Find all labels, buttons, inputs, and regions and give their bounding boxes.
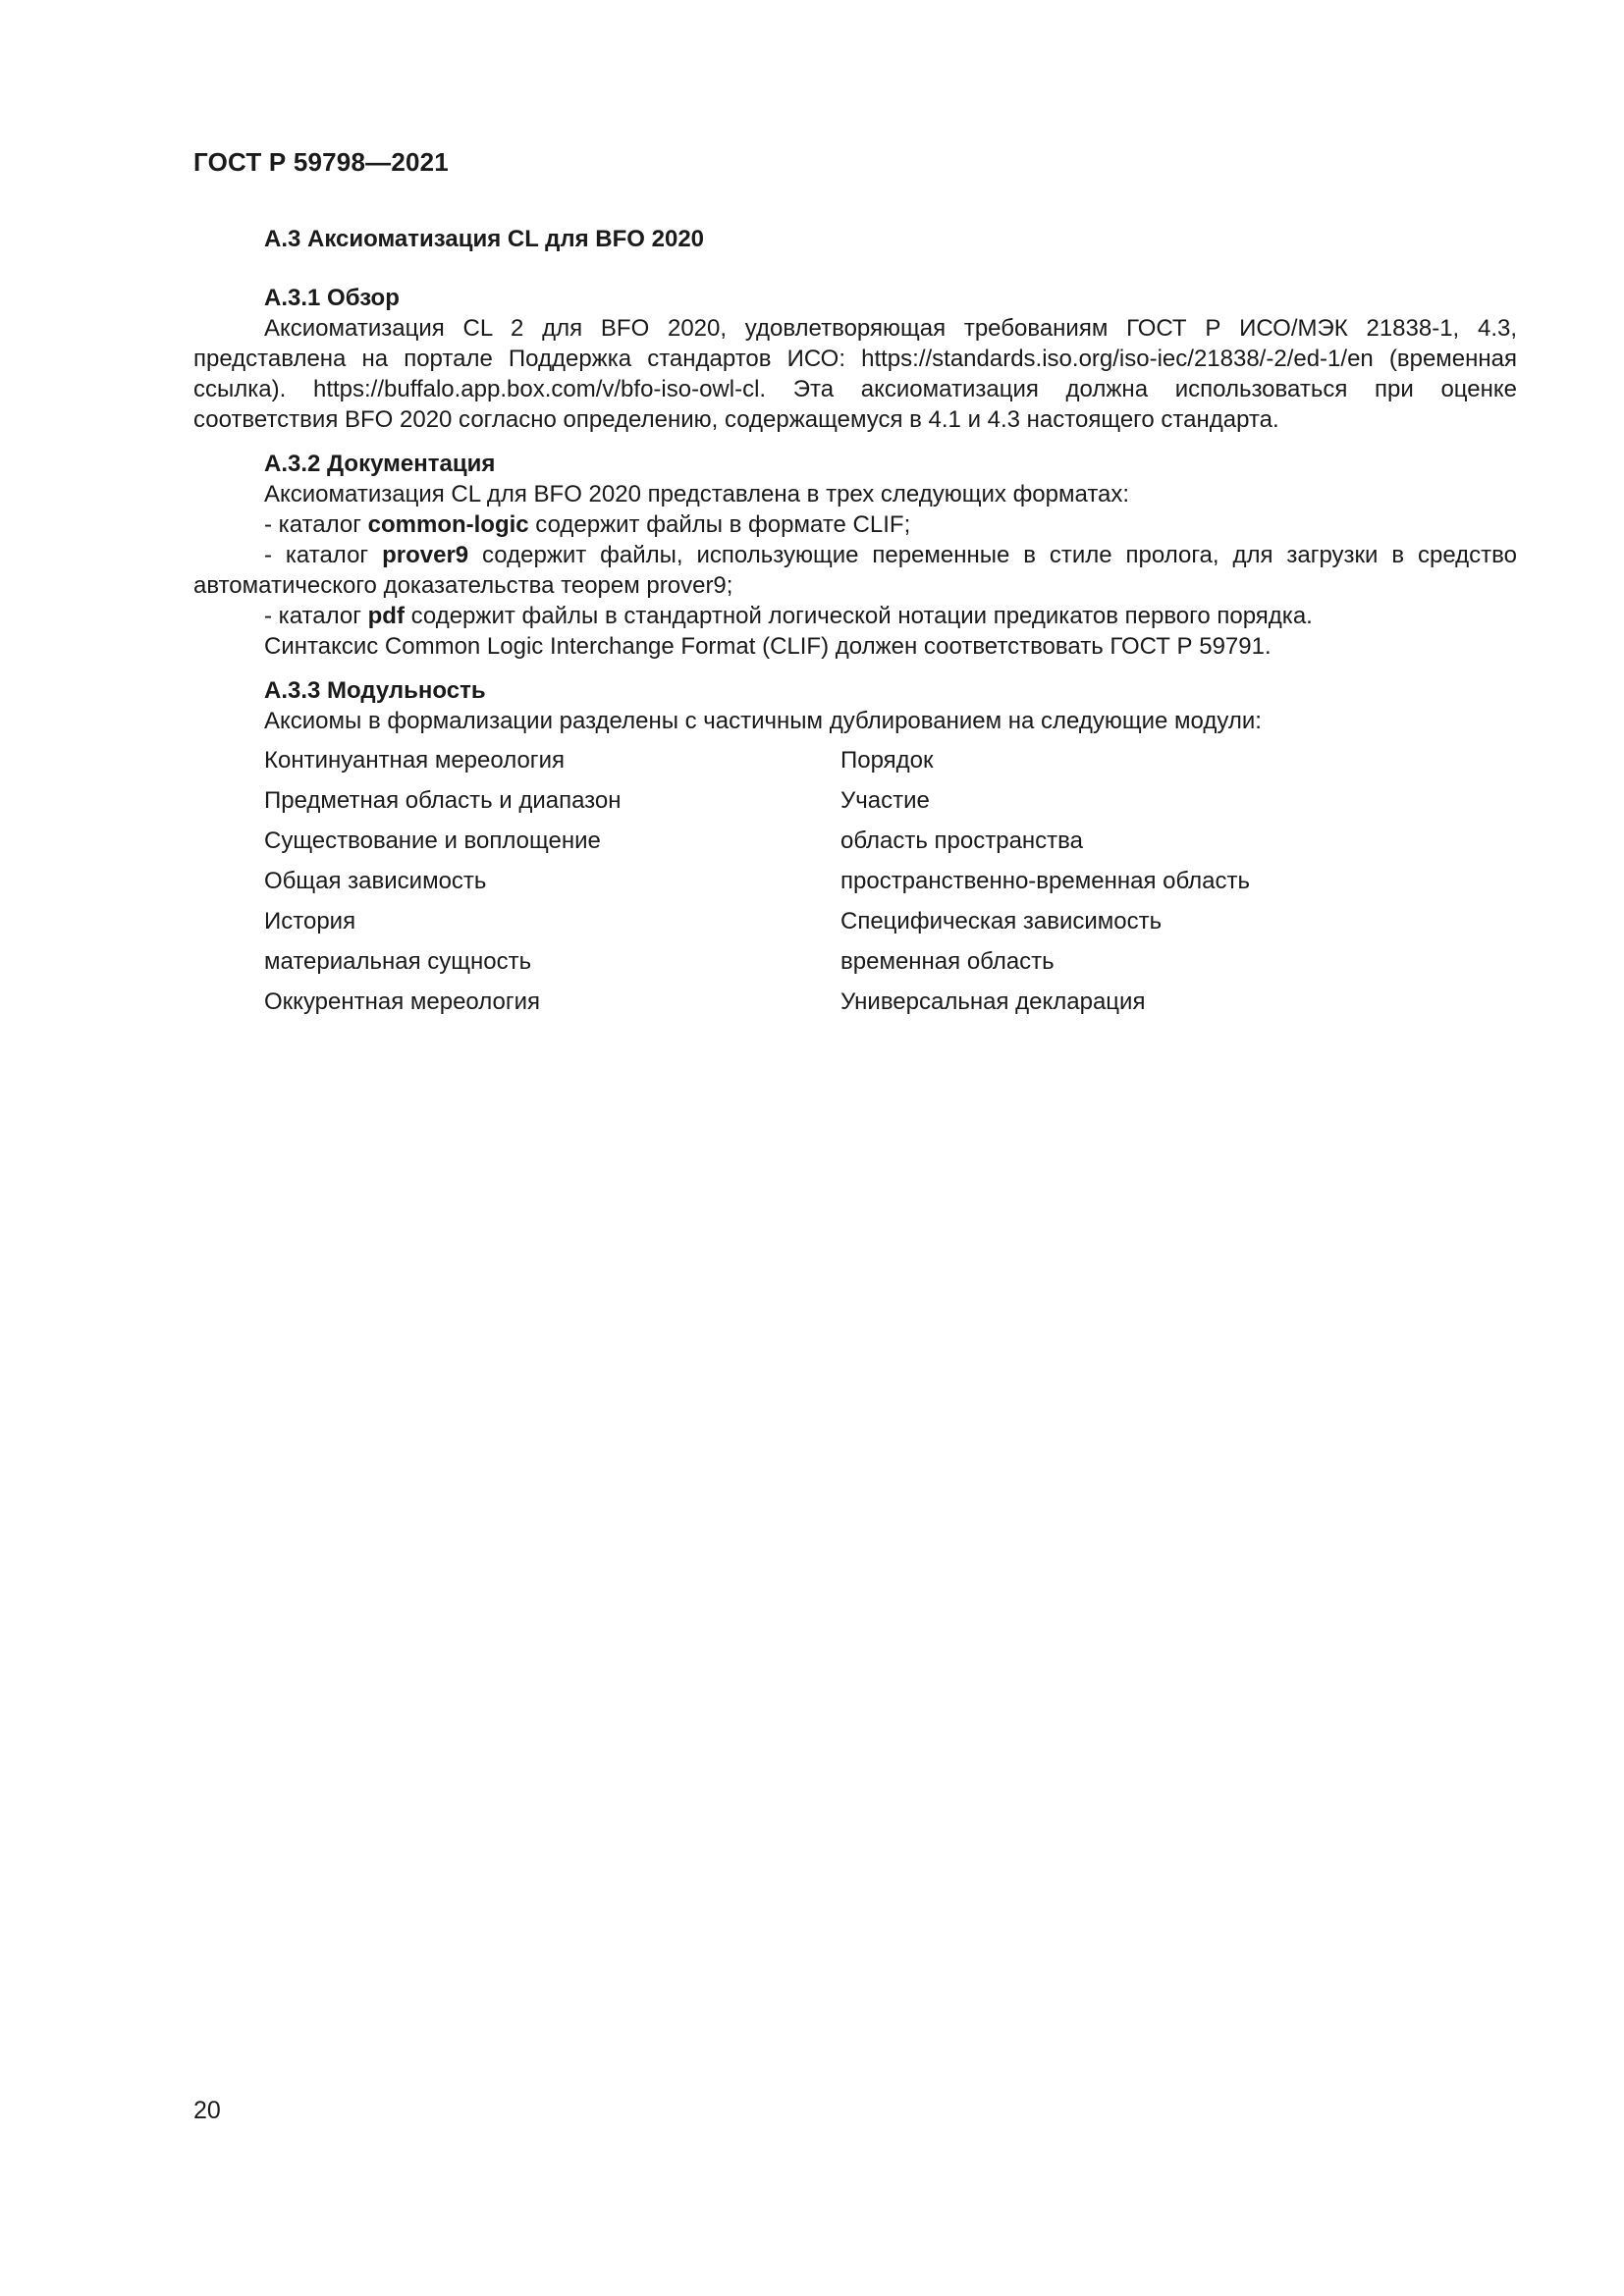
- format-item-suffix: содержит файлы, использующие переменные в стиле пролога, для загрузки в средство автоматического доказательства теорем prover9;: [193, 542, 1518, 599]
- module-item: Специфическая зависимость: [840, 908, 1163, 934]
- format-item-pdf: [193, 601, 1517, 631]
- format-item-prefix: - каталог: [264, 511, 368, 538]
- format-item-suffix: содержит файлы в формате CLIF;: [528, 511, 911, 538]
- module-item: Общая зависимость: [264, 868, 487, 894]
- section-a33-intro: Аксиомы в формализации разделены с частичным дублированием на следующие модули:: [264, 708, 1262, 734]
- page-number: 20: [193, 2097, 221, 2124]
- section-a3-title: А.3 Аксиоматизация CL для BFO 2020: [264, 226, 705, 252]
- format-item-prover9: [193, 540, 1517, 601]
- section-a31-text: Аксиоматизация CL 2 для BFO 2020, удовлетворяющая требованиям ГОСТ Р ИСО/МЭК 21838-1, 4.3, представлена на портале Поддержка стандартов ИСО: https://standards.iso.org/iso-iec/21838/-2/ed-1/en (временная ссылка). https://buffalo.app.box.com/v/bfo-iso-owl-cl. Эта аксиоматизация должна использоваться при оценке соответствия BFO 2020 согласно определению, содержащемуся в 4.1 и 4.3 настоящего стандарта.: [193, 315, 1517, 433]
- format-name-pdf: pdf: [367, 603, 405, 629]
- modules-list: [264, 745, 1517, 1017]
- module-item: Универсальная декларация: [840, 988, 1146, 1015]
- format-name-prover9: prover9: [382, 542, 469, 568]
- format-item-suffix: содержит файлы в стандартной логической нотации предикатов первого порядка.: [404, 603, 1313, 629]
- section-a32-intro: Аксиоматизация CL для BFO 2020 представлена в трех следующих форматах:: [264, 481, 1130, 507]
- module-item: Участие: [840, 787, 930, 814]
- format-item-prefix: - каталог: [264, 542, 383, 568]
- module-item: Предметная область и диапазон: [264, 787, 622, 814]
- module-item: материальная сущность: [264, 948, 532, 975]
- page-content: [193, 224, 1517, 1017]
- module-item: пространственно-временная область: [840, 868, 1250, 894]
- section-a32-title: А.3.2 Документация: [264, 451, 496, 477]
- module-item: Континуантная мереология: [264, 747, 565, 774]
- format-item-prefix: - каталог: [264, 603, 368, 629]
- module-item: Существование и воплощение: [264, 828, 601, 854]
- module-item: Оккурентная мереология: [264, 988, 541, 1015]
- module-item: временная область: [840, 948, 1055, 975]
- format-name-common-logic: common-logic: [367, 511, 529, 538]
- section-a33-title: А.3.3 Модульность: [264, 677, 486, 704]
- module-item: область пространства: [840, 828, 1083, 854]
- module-item: Порядок: [840, 747, 934, 774]
- section-a31-title: А.3.1 Обзор: [264, 285, 400, 311]
- document-id: ГОСТ Р 59798—2021: [193, 147, 449, 177]
- format-item-common-logic: [193, 509, 1517, 540]
- section-a32-syntax: Синтаксис Common Logic Interchange Format (CLIF) должен соответствовать ГОСТ Р 59791.: [264, 633, 1272, 660]
- module-item: История: [264, 908, 356, 934]
